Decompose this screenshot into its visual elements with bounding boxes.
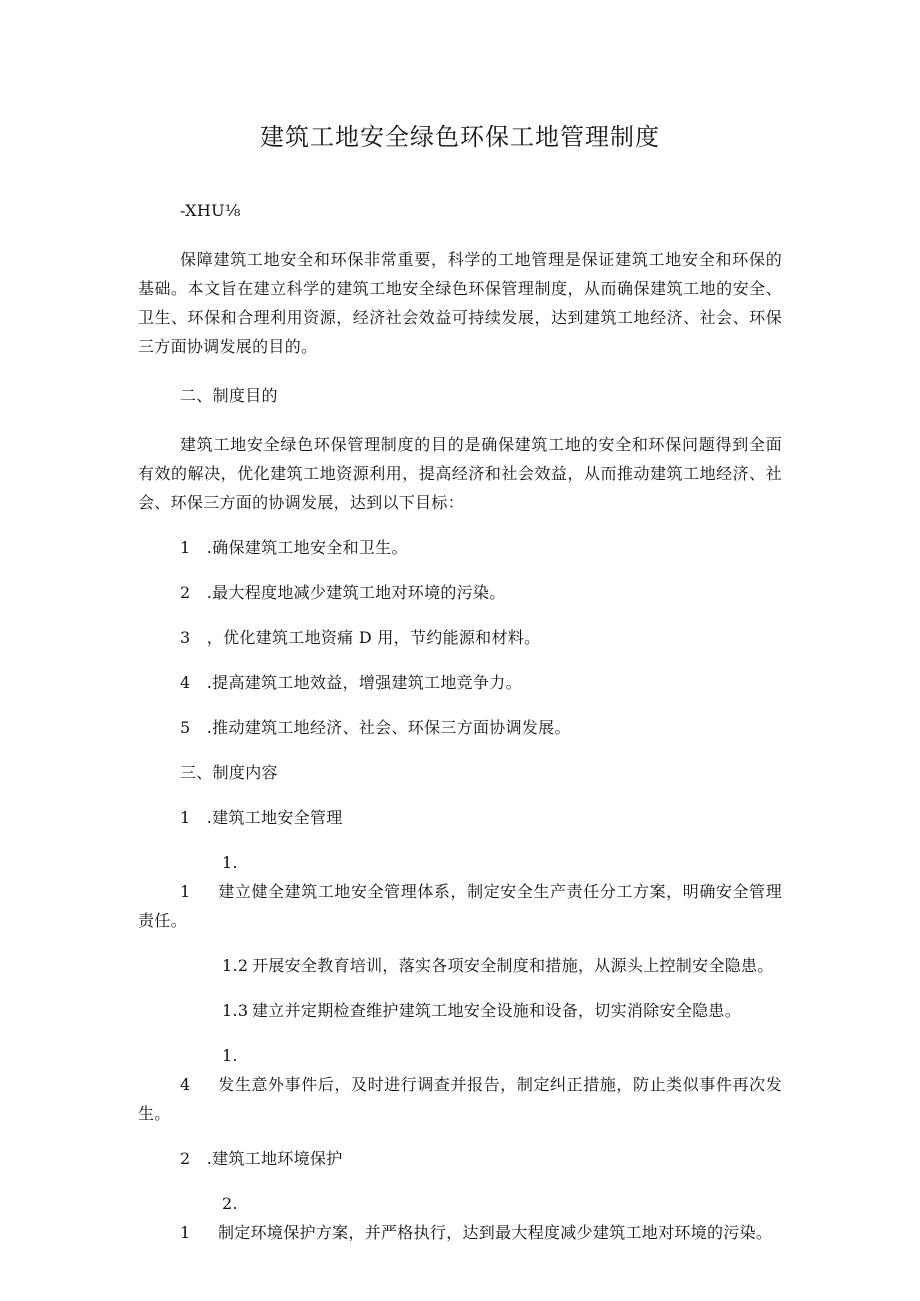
clause-number: 1.4 (180, 1046, 238, 1094)
subsection-heading-environment: 2 .建筑工地环境保护 (180, 1149, 343, 1168)
clause-item (138, 1041, 782, 1128)
clause-text: 制定环境保护方案，并严格执行，达到最大程度减少建筑工地对环境的污染。 (218, 1223, 773, 1242)
clause-item (138, 996, 782, 1025)
clause-number: 1.3 (222, 1001, 249, 1020)
clause-text: 建立并定期检查维护建筑工地安全设施和设备，切实消除安全隐患。 (252, 1001, 742, 1020)
clause-text: 发生意外事件后，及时进行调查并报告，制定纠正措施，防止类似事件再次发生。 (138, 1075, 782, 1123)
clause-text: 建立健全建筑工地安全管理体系，制定安全生产责任分工方案，明确安全管理责任。 (138, 882, 782, 930)
clause-number: 2.1 (180, 1194, 238, 1242)
clause-number: 1.2 (222, 956, 249, 975)
intro-paragraph: 保障建筑工地安全和环保非常重要，科学的工地管理是保证建筑工地安全和环保的基础。本文旨在建立科学的建筑工地安全绿色环保管理制度，从而确保建筑工地的安全、卫生、环保和合理利用资源，经济社会效益可持续发展，达到建筑工地经济、社会、环保三方面协调发展的目的。 (138, 250, 782, 356)
goal-item: 4 .提高建筑工地效益，增强建筑工地竞争力。 (180, 673, 522, 692)
clause-item (138, 848, 782, 935)
goal-item: 1 .确保建筑工地安全和卫生。 (180, 538, 408, 557)
document-body (138, 196, 782, 1247)
section-heading-purpose: 二、制度目的 (180, 386, 278, 405)
clause-item (138, 1189, 782, 1247)
section-heading-content: 三、制度内容 (180, 763, 278, 782)
purpose-paragraph: 建筑工地安全绿色环保管理制度的目的是确保建筑工地的安全和环保问题得到全面有效的解决，优化建筑工地资源利用，提高经济和社会效益，从而推动建筑工地经济、社会、环保三方面的协调发展，达到以下目标： (138, 435, 782, 512)
subsection-heading-safety: 1 .建筑工地安全管理 (180, 808, 343, 827)
document-title: 建筑工地安全绿色环保工地管理制度 (260, 123, 660, 151)
clause-item (138, 951, 782, 980)
clause-number: 1.1 (180, 853, 238, 901)
goal-item: 5 .推动建筑工地经济、社会、环保三方面协调发展。 (180, 718, 571, 737)
goal-item: 3 ，优化建筑工地资痛 D 用，节约能源和材料。 (180, 628, 541, 647)
clause-text: 开展安全教育培训，落实各项安全制度和措施，从源头上控制安全隐患。 (252, 956, 774, 975)
garbled-heading: -XHU⅛ (180, 201, 241, 220)
goal-item: 2 .最大程度地减少建筑工地对环境的污染。 (180, 583, 506, 602)
